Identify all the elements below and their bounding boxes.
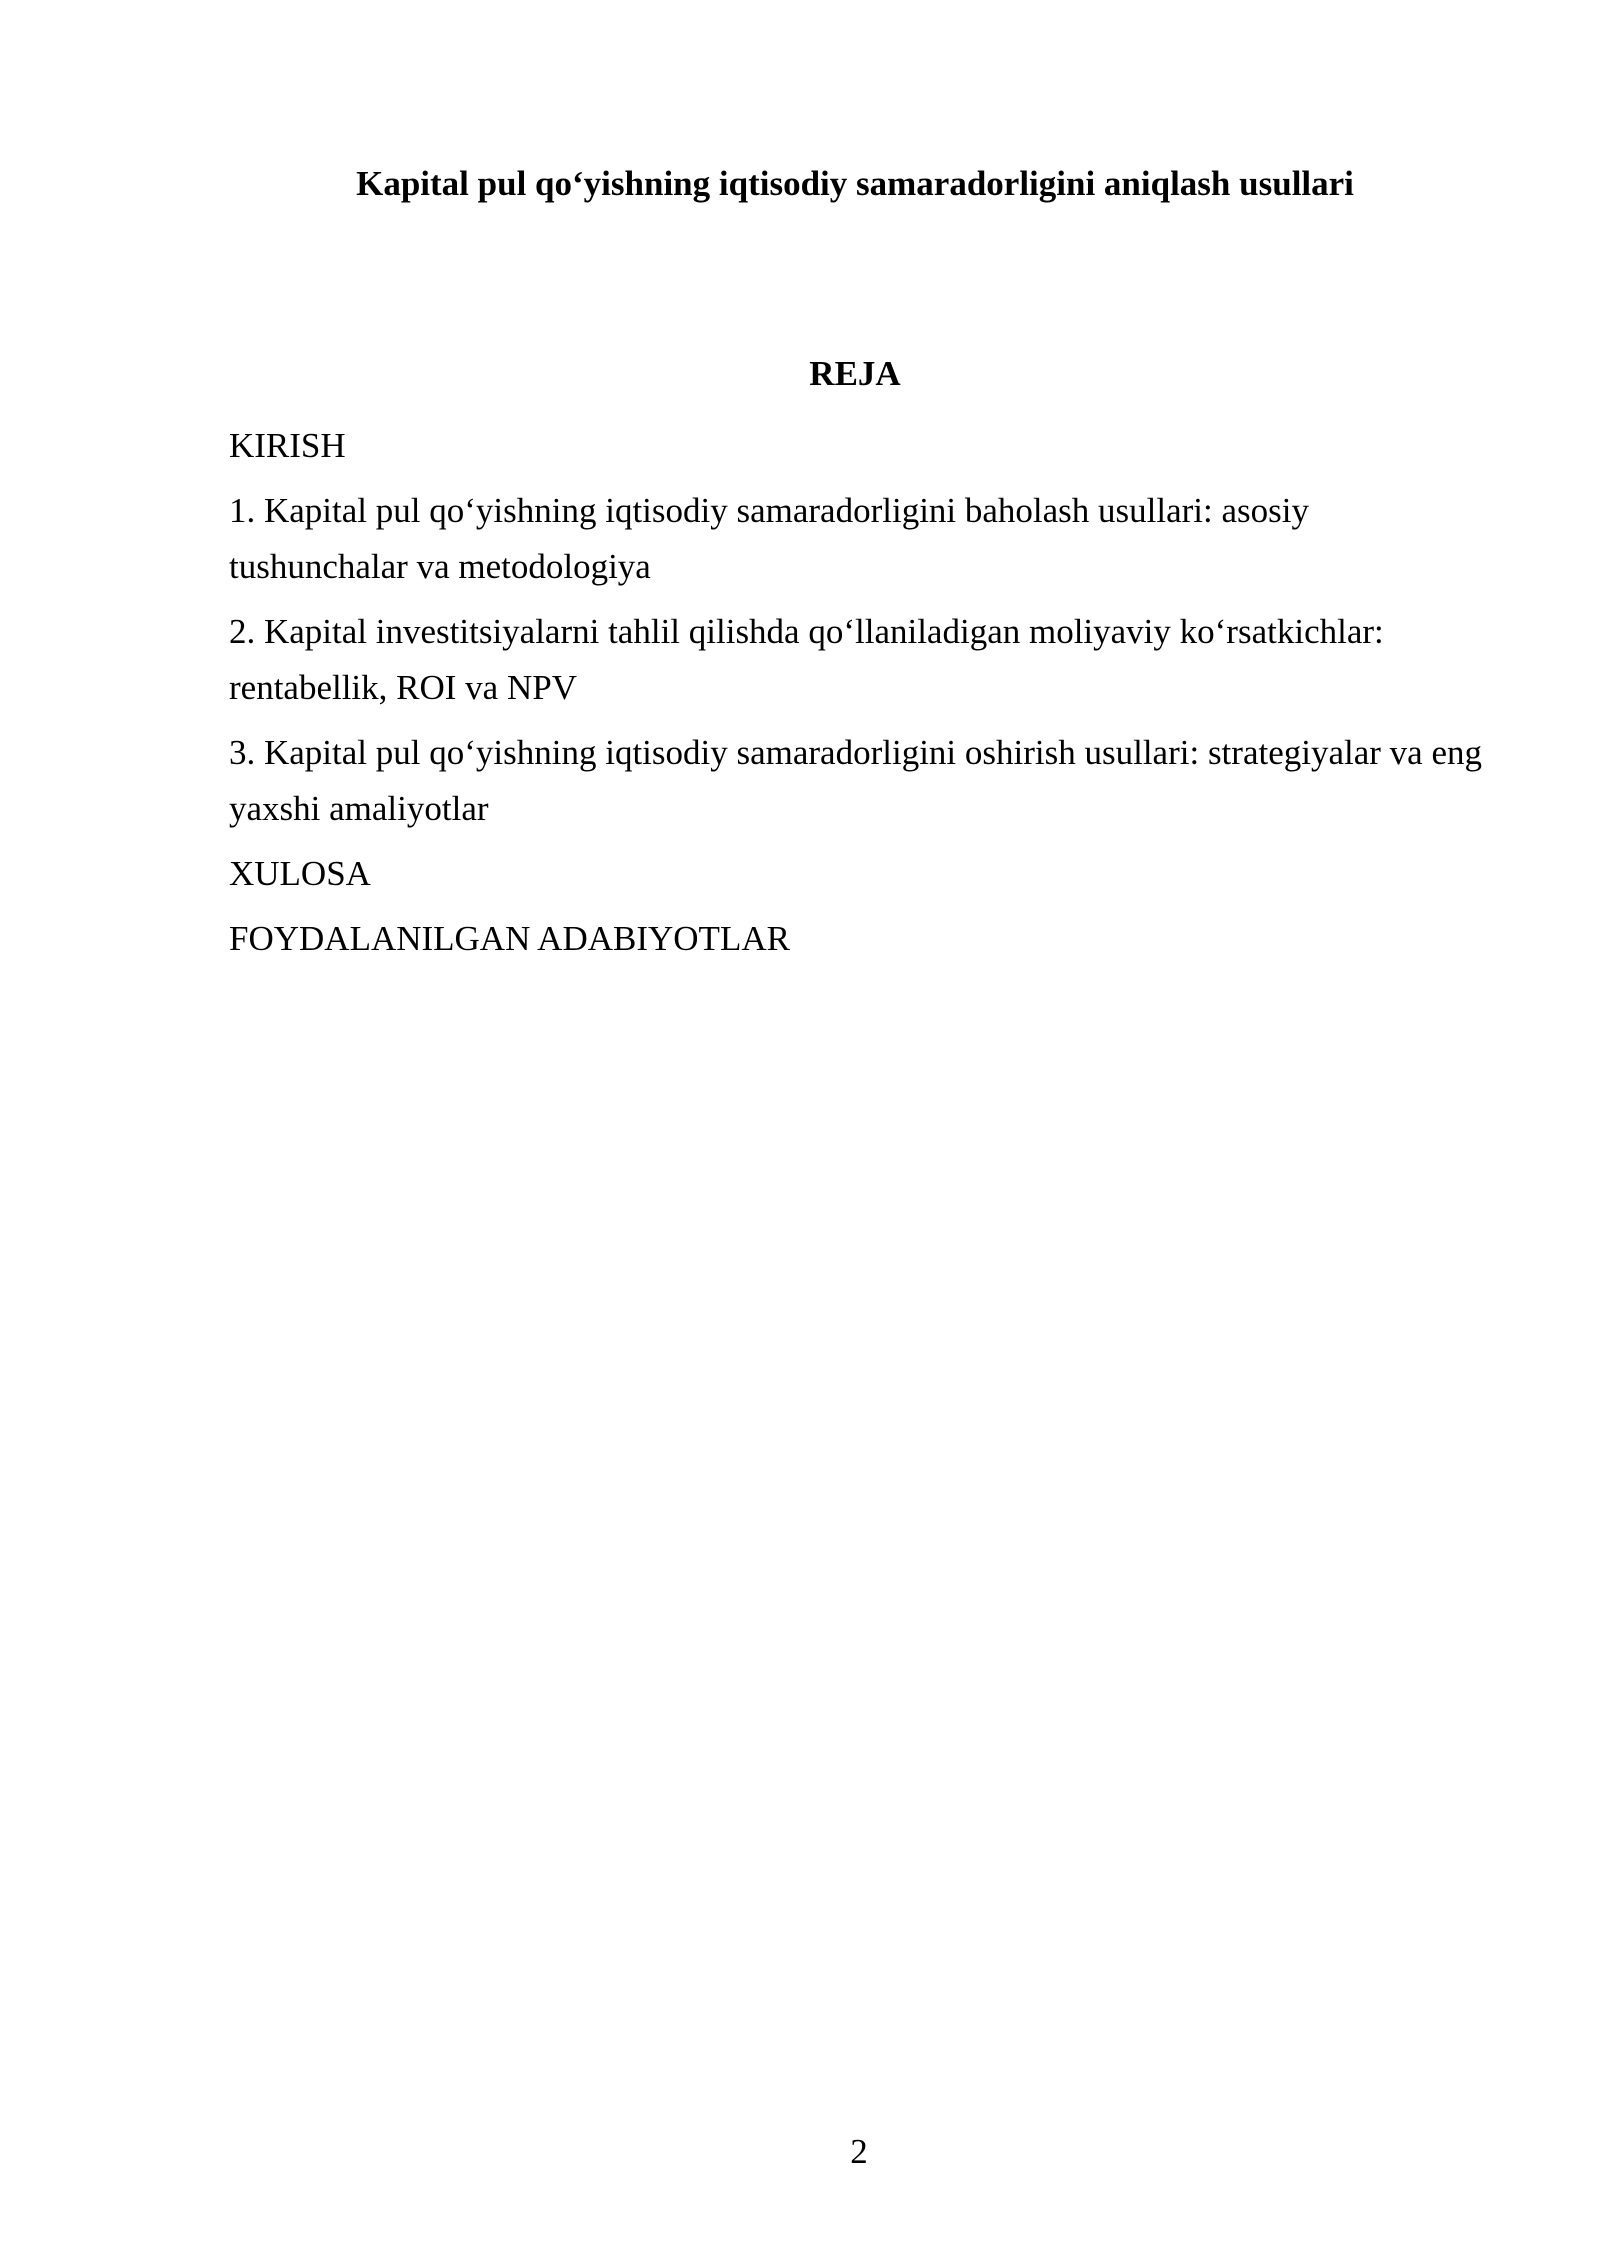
- plan-item-chapter-3: 3. Kapital pul qo‘yishning iqtisodiy samaradorligini oshirish usullari: strategiyalar va eng yaxshi amaliyotlar: [229, 733, 1482, 828]
- plan-heading: REJA: [809, 354, 901, 393]
- document-title: Kapital pul qo‘yishning iqtisodiy samaradorligini aniqlash usullari: [356, 164, 1354, 203]
- plan-item-introduction: KIRISH: [229, 426, 346, 465]
- plan-list: [229, 418, 1489, 976]
- page-number: 2: [850, 2132, 868, 2171]
- plan-item-conclusion: XULOSA: [229, 854, 371, 893]
- plan-item-references: FOYDALANILGAN ADABIYOTLAR: [229, 919, 790, 958]
- plan-item-chapter-2: 2. Kapital investitsiyalarni tahlil qilishda qo‘llaniladigan moliyaviy ko‘rsatkichlar: rentabellik, ROI va NPV: [229, 612, 1384, 707]
- plan-item-chapter-1: 1. Kapital pul qo‘yishning iqtisodiy samaradorligini baholash usullari: asosiy tushunchalar va metodologiya: [229, 491, 1310, 586]
